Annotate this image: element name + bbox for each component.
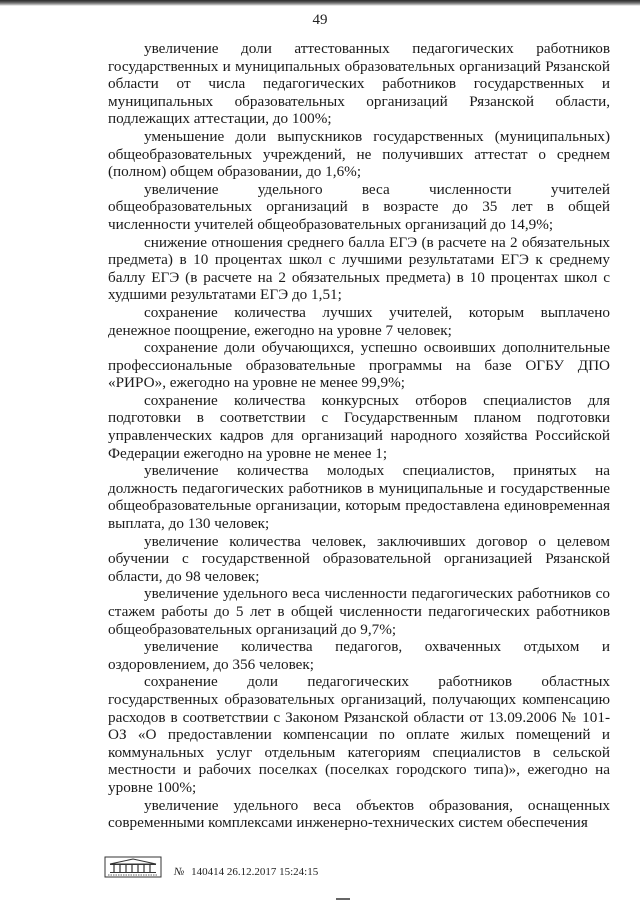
number-sign: № xyxy=(174,866,185,878)
paragraph: сохранение количества лучших учителей, которым выплачено денежное поощрение, ежегодно на уровне 7 человек; xyxy=(108,303,610,339)
paragraph: увеличение удельного веса объектов образования, оснащенных современными комплексами инженерно-технических систем обеспечения xyxy=(108,796,610,832)
scan-edge xyxy=(0,0,640,6)
document-datetime: 26.12.2017 15:24:15 xyxy=(226,866,319,878)
paragraph: увеличение доли аттестованных педагогических работников государственных и муниципальных образовательных организаций Рязанской области от числа педагогических работников государственных и муниципальных образовательных организаций Рязанской области, подлежащих аттестации, до 100%; xyxy=(108,40,610,128)
paragraph: увеличение количества человек, заключивших договор о целевом обучении с государственной образовательной организацией Рязанской области, до 98 человек; xyxy=(108,532,610,585)
paragraph: уменьшение доли выпускников государственных (муниципальных) общеобразовательных учреждений, не получивших аттестат о среднем (полном) общем образовании, до 1,6%; xyxy=(108,127,610,181)
document-id: 140414 xyxy=(191,866,225,878)
document-registration-mark xyxy=(174,866,318,878)
paragraph: увеличение удельного веса численности педагогических работников со стажем работы до 5 лет в общей численности педагогических работников общеобразовательных организаций до 9,7%; xyxy=(108,585,610,638)
page-fragment-mark xyxy=(336,898,350,900)
page-number: 49 xyxy=(312,12,328,28)
paragraph: увеличение удельного веса численности учителей общеобразовательных организаций в возрасте до 35 лет в общей численности учителей общеобразовательных организаций до 14,9%; xyxy=(108,180,610,233)
paragraph: увеличение количества молодых специалистов, принятых на должность педагогических работников в муниципальные и государственные общеобразовательные организации, которым предоставлена единовременная выплата, до 130 человек; xyxy=(108,462,610,533)
document-footer xyxy=(104,856,524,896)
paragraph: снижение отношения среднего балла ЕГЭ (в расчете на 2 обязательных предмета) в 10 процентах школ с лучшими результатами ЕГЭ к среднему баллу ЕГЭ (в расчете на 2 обязательных предмета) в 10 процентах школ с худшими результатами ЕГЭ до 1,51; xyxy=(108,233,610,304)
government-building-stamp-icon xyxy=(104,856,162,878)
document-body xyxy=(108,40,610,832)
paragraph: сохранение количества конкурсных отборов специалистов для подготовки в соответствии с Государственным планом подготовки управленческих кадров для организаций народного хозяйства Российской Федерации ежегодно на уровне не менее 1; xyxy=(108,391,610,462)
paragraph: сохранение доли обучающихся, успешно освоивших дополнительные профессиональные образовательные программы на базе ОГБУ ДПО «РИРО», ежегодно на уровне не менее 99,9%; xyxy=(108,339,610,392)
paragraph: увеличение количества педагогов, охваченных отдыхом и оздоровлением, до 356 человек; xyxy=(108,638,610,673)
paragraph: сохранение доли педагогических работников областных государственных образовательных организаций, получающих компенсацию расходов в соответствии с Законом Рязанской области от 13.09.2006 № 101-ОЗ «О предоставлении компенсации по оплате жилых помещений и коммунальных услуг отдельным категориям специалистов в сельской местности и рабочих поселках (поселках городского типа)», ежегодно на уровне 100%; xyxy=(108,673,610,796)
